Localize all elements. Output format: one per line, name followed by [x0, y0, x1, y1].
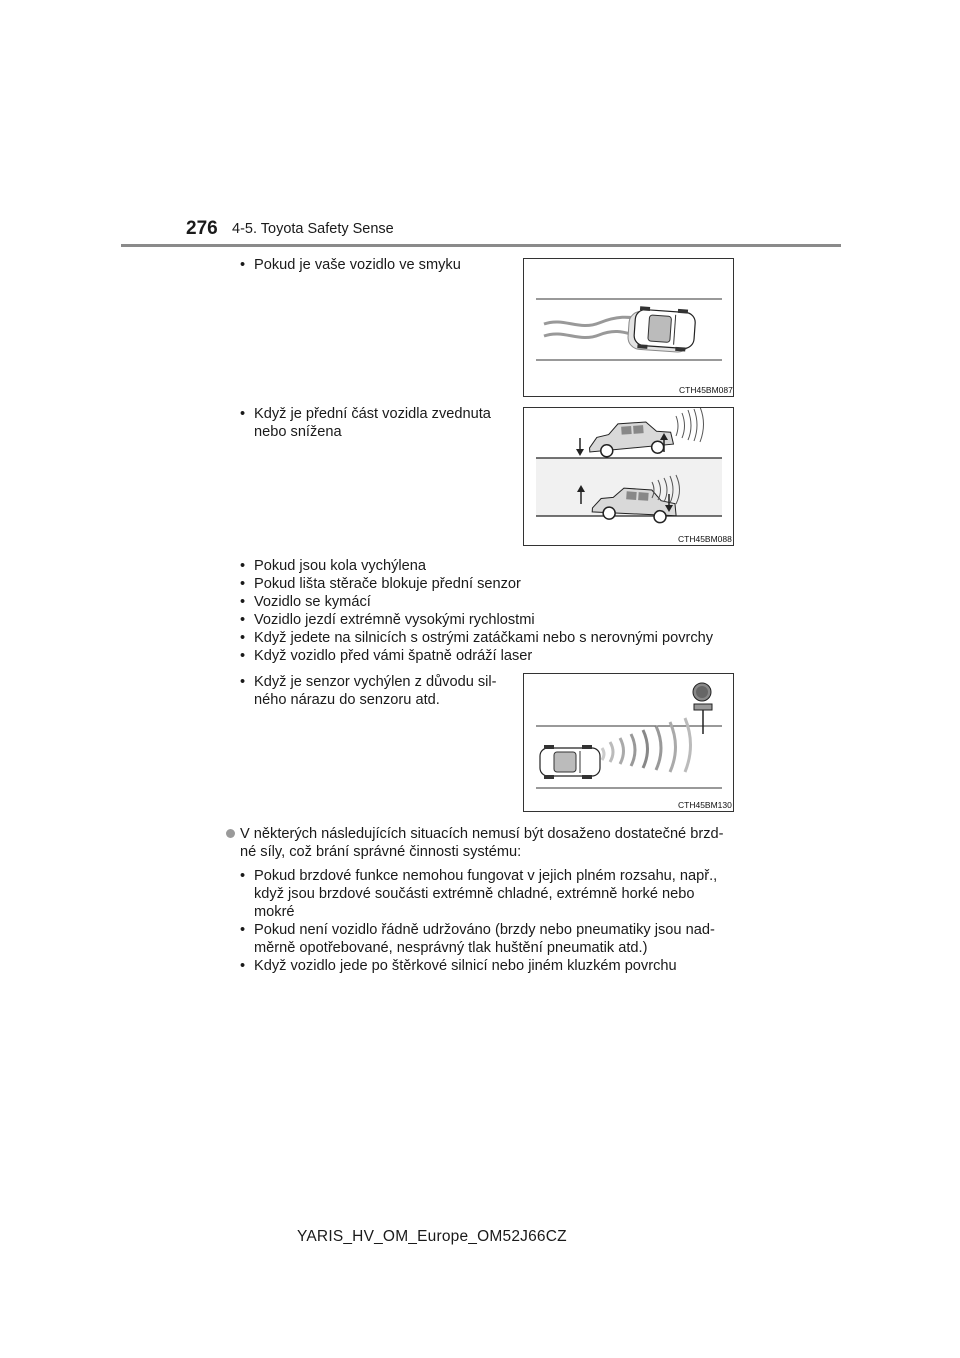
section-title: 4-5. Toyota Safety Sense: [232, 221, 394, 237]
skidding-car-illustration: [524, 259, 733, 396]
figure-car-pitch: CTH45BM088: [523, 407, 734, 546]
figure-skidding: CTH45BM087: [523, 258, 734, 397]
braking-intro: V některých následujících situacích nemusí být dosaženo dostatečné brzd- né síly, což brání správné činnosti systému:: [240, 826, 724, 860]
circle-bullet-icon: [226, 829, 235, 838]
figure-misaligned-sensor: CTH45BM130: [523, 673, 734, 812]
car-pitch-illustration: [524, 408, 733, 545]
header-rule: [121, 244, 841, 247]
misaligned-sensor-illustration: [524, 674, 733, 811]
document-code: YARIS_HV_OM_Europe_OM52J66CZ: [297, 1228, 567, 1245]
page-number: 276: [186, 218, 218, 239]
